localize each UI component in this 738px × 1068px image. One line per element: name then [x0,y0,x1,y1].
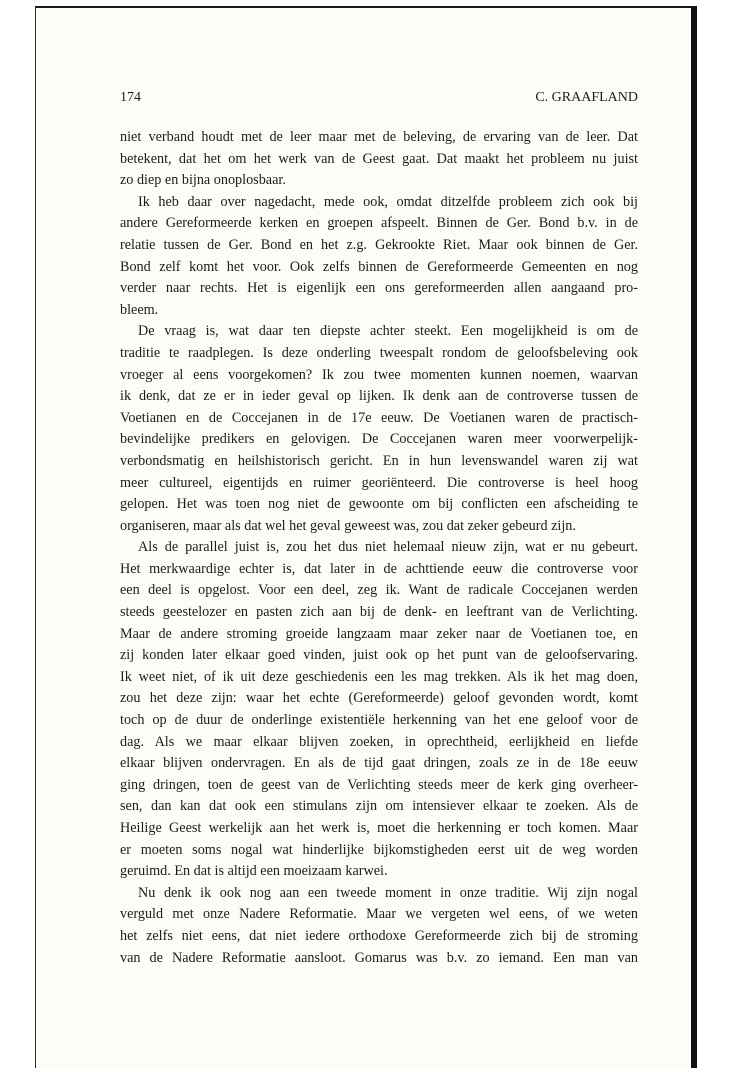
paragraph-1 [120,127,638,192]
text-line: betekent, dat het om het werk van de Geest gaat. Dat maakt het probleem nu juist [120,150,638,167]
text-line: verbondsmatig en heilshistorisch gericht. En in hun levenswandel waren zij wat [120,452,638,469]
page-number: 174 [120,90,141,105]
text-line: Als de parallel juist is, zou het dus niet helemaal nieuw zijn, wat er nu gebeurt. [138,539,638,556]
text-line: elkaar blijven ondervragen. En als de tijd gaat dringen, zoals ze in de 18e eeuw [120,755,638,772]
text-line: Maar de andere stroming groeide langzaam maar zeker naar de Voetianen toe, en [120,625,638,642]
text-line: ging dringen, toen de geest van de Verlichting steeds meer de kerk ging overheer- [120,776,638,793]
text-line: De vraag is, wat daar ten diepste achter steekt. Een mogelijkheid is om de [138,323,638,340]
paragraph-3 [120,321,638,537]
text-line: gelopen. Het was toen nog niet de gewoonte om bij conflicten een afscheiding te [120,496,638,513]
text-line: geruimd. En dat is altijd een moeizaam karwei. [120,863,388,880]
text-line: zij konden later elkaar goed vinden, juist ook op het punt van de geloofservaring. [120,647,638,664]
text-line: Bond zelf komt het voor. Ook zelfs binnen de Gereformeerde Gemeenten en nog [120,258,638,275]
text-line: ik denk, dat ze er in ieder geval op lijken. Ik denk aan de controverse tussen de [120,388,638,405]
paragraph-4 [120,537,638,883]
text-line: steeds geestelozer en pasten zich aan bij de denk- en leeftrant van de Verlichting. [120,604,638,621]
text-line: het zelfs niet eens, dat niet iedere orthodoxe Gereformeerde zich bij de stroming [120,927,638,944]
text-line: Het merkwaardige echter is, dat later in de achttiende eeuw die controverse voor [120,560,638,577]
text-line: traditie te raadplegen. Is deze onderling tweespalt rondom de geloofsbeleving ook [120,344,638,361]
text-line: verder naar rechts. Het is eigenlijk een ons gereformeerden allen aangaand pro- [120,280,638,297]
text-line: dag. Als we maar elkaar blijven zoeken, in oprechtheid, eerlijkheid en liefde [120,733,638,750]
text-line: zo diep en bijna onoplosbaar. [120,172,286,189]
text-line: meer cultureel, eigentijds en ruimer georiënteerd. Die controverse is heel hoog [120,474,638,491]
text-line: Heilige Geest werkelijk aan het werk is, moet die herkenning er toch komen. Maar [120,820,638,836]
text-line: Ik weet niet, of ik uit deze geschiedenis een les mag trekken. Als ik het mag doen, [120,668,638,685]
text-line: Nu denk ik ook nog aan een tweede moment in onze traditie. Wij zijn nogal [138,884,638,901]
text-line: andere Gereformeerde kerken en groepen afspeelt. Binnen de Ger. Bond b.v. in de [120,215,638,232]
paragraph-5 [120,883,638,969]
text-line: Ik heb daar over nagedacht, mede ook, omdat ditzelfde probleem zich ook bij [138,193,638,210]
book-page [35,6,697,1068]
text-line: een deel is opgelost. Voor een deel, zeg ik. Want de radicale Coccejanen werden [120,582,638,599]
text-line: vroeger al eens voorgekomen? Ik zou twee momenten kunnen noemen, waarvan [120,366,638,383]
text-line: niet verband houdt met de leer maar met de beleving, de ervaring van de leer. Dat [120,129,638,145]
text-line: zou het deze zijn: waar het echte (Gereformeerde) geloof gevonden wordt, komt [120,690,638,707]
body-text [120,127,638,969]
text-line: er moeten soms nogal wat hinderlijke bijkomstigheden eerst uit de weg worden [120,841,638,858]
text-line: bleem. [120,301,159,318]
text-line: organiseren, maar als dat wel het geval geweest was, zou dat zeker gebeurd zijn. [120,517,576,534]
author-name: C. GRAAFLAND [535,90,638,105]
text-line: bevindelijke predikers en gelovigen. De Coccejanen waren meer voorwerpelijk- [120,431,638,448]
text-line: sen, dan kan dat ook een stimulans zijn om intensiever elkaar te zoeken. Als de [120,798,638,815]
text-line: relatie tussen de Ger. Bond en het z.g. Gekrookte Riet. Maar ook binnen de Ger. [120,236,638,253]
running-head [120,90,638,106]
paragraph-2 [120,192,638,322]
text-line: van de Nadere Reformatie aansloot. Gomarus was b.v. zo iemand. Een man van [120,949,638,966]
text-line: Voetianen en de Coccejanen in de 17e eeuw. De Voetianen waren de practisch- [120,409,638,426]
text-line: toch op de duur de onderlinge existentiële herkenning van het ene geloof voor de [120,712,638,729]
text-line: verguld met onze Nadere Reformatie. Maar we vergeten wel eens, of we weten [120,906,638,923]
